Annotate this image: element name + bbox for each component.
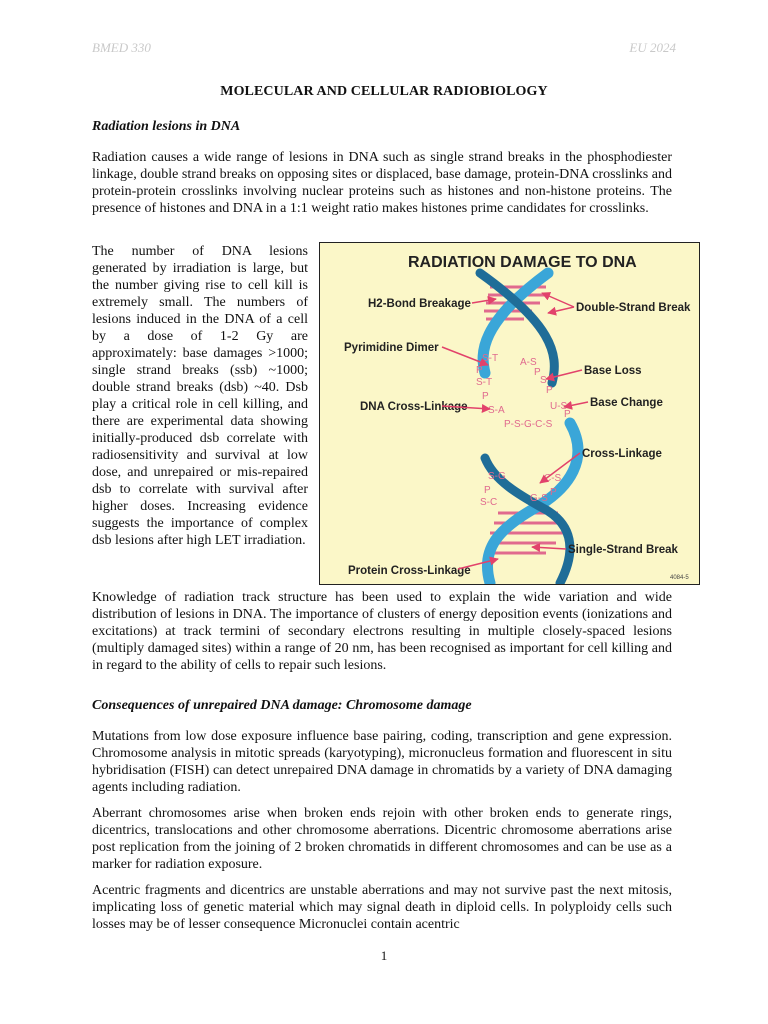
svg-text:P: P (546, 385, 553, 396)
dna-damage-figure (319, 242, 700, 585)
label-h2-bond: H2-Bond Breakage (368, 298, 471, 310)
label-base-change: Base Change (590, 397, 663, 409)
svg-text:P: P (550, 487, 557, 498)
paragraph-mutations: Mutations from low dose exposure influence base pairing, coding, transcription and gene expression. Chromosome analysis in mitotic spreads (karyotyping), micronucleus formation and fluorescent in situ hybridisation (FISH) can detect unrepaired DNA damage in chromatids by a variety of DNA damaging agents including radiation. (92, 729, 672, 795)
label-base-loss: Base Loss (584, 365, 642, 377)
paragraph-acentric-fragments: Acentric fragments and dicentrics are unstable aberrations and may not survive past the next mitosis, implicating loss of genetic material which may signal death in diploid cells. In polyploidy cells such losses may be of lesser consequence Micronuclei contain acentric (92, 883, 672, 932)
svg-text:U-S: U-S (550, 401, 568, 412)
figure-code: 4084-5 (670, 575, 689, 581)
svg-text:A-S: A-S (520, 357, 537, 368)
label-single-strand-break: Single-Strand Break (568, 544, 678, 556)
svg-text:P: P (564, 409, 571, 420)
svg-text:S-T: S-T (482, 353, 499, 364)
label-double-strand-break: Double-Strand Break (576, 302, 691, 314)
section-heading-chromosome-damage: Consequences of unrepaired DNA damage: Chromosome damage (92, 698, 472, 713)
svg-text:G-S: G-S (530, 493, 548, 504)
running-header-date: EU 2024 (629, 40, 676, 55)
label-cross-linkage: Cross-Linkage (582, 448, 662, 460)
figure-title: RADIATION DAMAGE TO DNA (408, 254, 637, 271)
svg-text:P: P (484, 485, 491, 496)
svg-text:P: P (534, 367, 541, 378)
paragraph-aberrant-chromosomes: Aberrant chromosomes arise when broken ends rejoin with other broken ends to generate rings, dicentrics, translocations and other chromosome aberrations. Dicentric chromosome aberrations arise post replication from the joining of 2 broken chromatids in different chromosomes and can be use as a marker for radiation exposure. (92, 806, 672, 872)
page-number: 1 (380, 948, 388, 963)
svg-text:P: P (482, 391, 489, 402)
svg-text:S-T: S-T (476, 377, 493, 388)
paragraph-lesions-intro: Radiation causes a wide range of lesions in DNA such as single strand breaks in the phosphodiester linkage, double strand breaks on opposing sites or displaced, base damage, protein-DNA crosslinks and protein-protein crosslinks involving nuclear proteins such as histones and non-histone proteins. The presence of histones and DNA in a 1:1 weight ratio makes histones prime candidates for crosslinks. (92, 150, 672, 216)
svg-text:S: S (540, 375, 547, 386)
page-title: MOLECULAR AND CELLULAR RADIOBIOLOGY (220, 84, 548, 99)
svg-text:P-S-G-C-S: P-S-G-C-S (504, 419, 553, 430)
svg-text:C-S: C-S (544, 473, 562, 484)
running-header-course: BMED 330 (92, 40, 151, 55)
svg-text:S-A: S-A (488, 405, 505, 416)
label-pyrimidine-dimer: Pyrimidine Dimer (344, 342, 439, 354)
svg-text:P: P (476, 365, 483, 376)
section-heading-lesions: Radiation lesions in DNA (92, 119, 241, 134)
paragraph-lesion-numbers: The number of DNA lesions generated by irradiation is large, but the number giving rise to cell kill is extremely small. The numbers of lesions induced in the DNA of a cell by a dose of 1-2 Gy are approximately: base damages >1000; single strand breaks (ssb) ~1000; double strand breaks (dsb) ~40. Dsb play a critical role in cell killing, and there are experimental data showing initially-produced dsb correlate with radiosensitivity and survival at low dose, and unrepaired or mis-repaired dsb to correlate with survival after higher doses. Increasing evidence suggests the importance of complex dsb lesions after high LET irradiation. (92, 244, 308, 548)
label-dna-cross-linkage: DNA Cross-Linkage (360, 401, 468, 413)
svg-text:S-C: S-C (480, 497, 498, 508)
label-protein-cross-linkage: Protein Cross-Linkage (348, 565, 471, 577)
svg-text:S-G: S-G (488, 471, 506, 482)
callout-labels (344, 298, 691, 577)
paragraph-track-structure: Knowledge of radiation track structure has been used to explain the wide variation and wide distribution of lesions in DNA. The importance of clusters of energy deposition events (ionizations and excitations) at track termini of secondary electrons resulting in multiple closely-spaced lesions (multiply damaged sites) within a range of 20 nm, has been recognised as important for cell killing and in regard to the ability of cells to repair such lesions. (92, 590, 672, 673)
